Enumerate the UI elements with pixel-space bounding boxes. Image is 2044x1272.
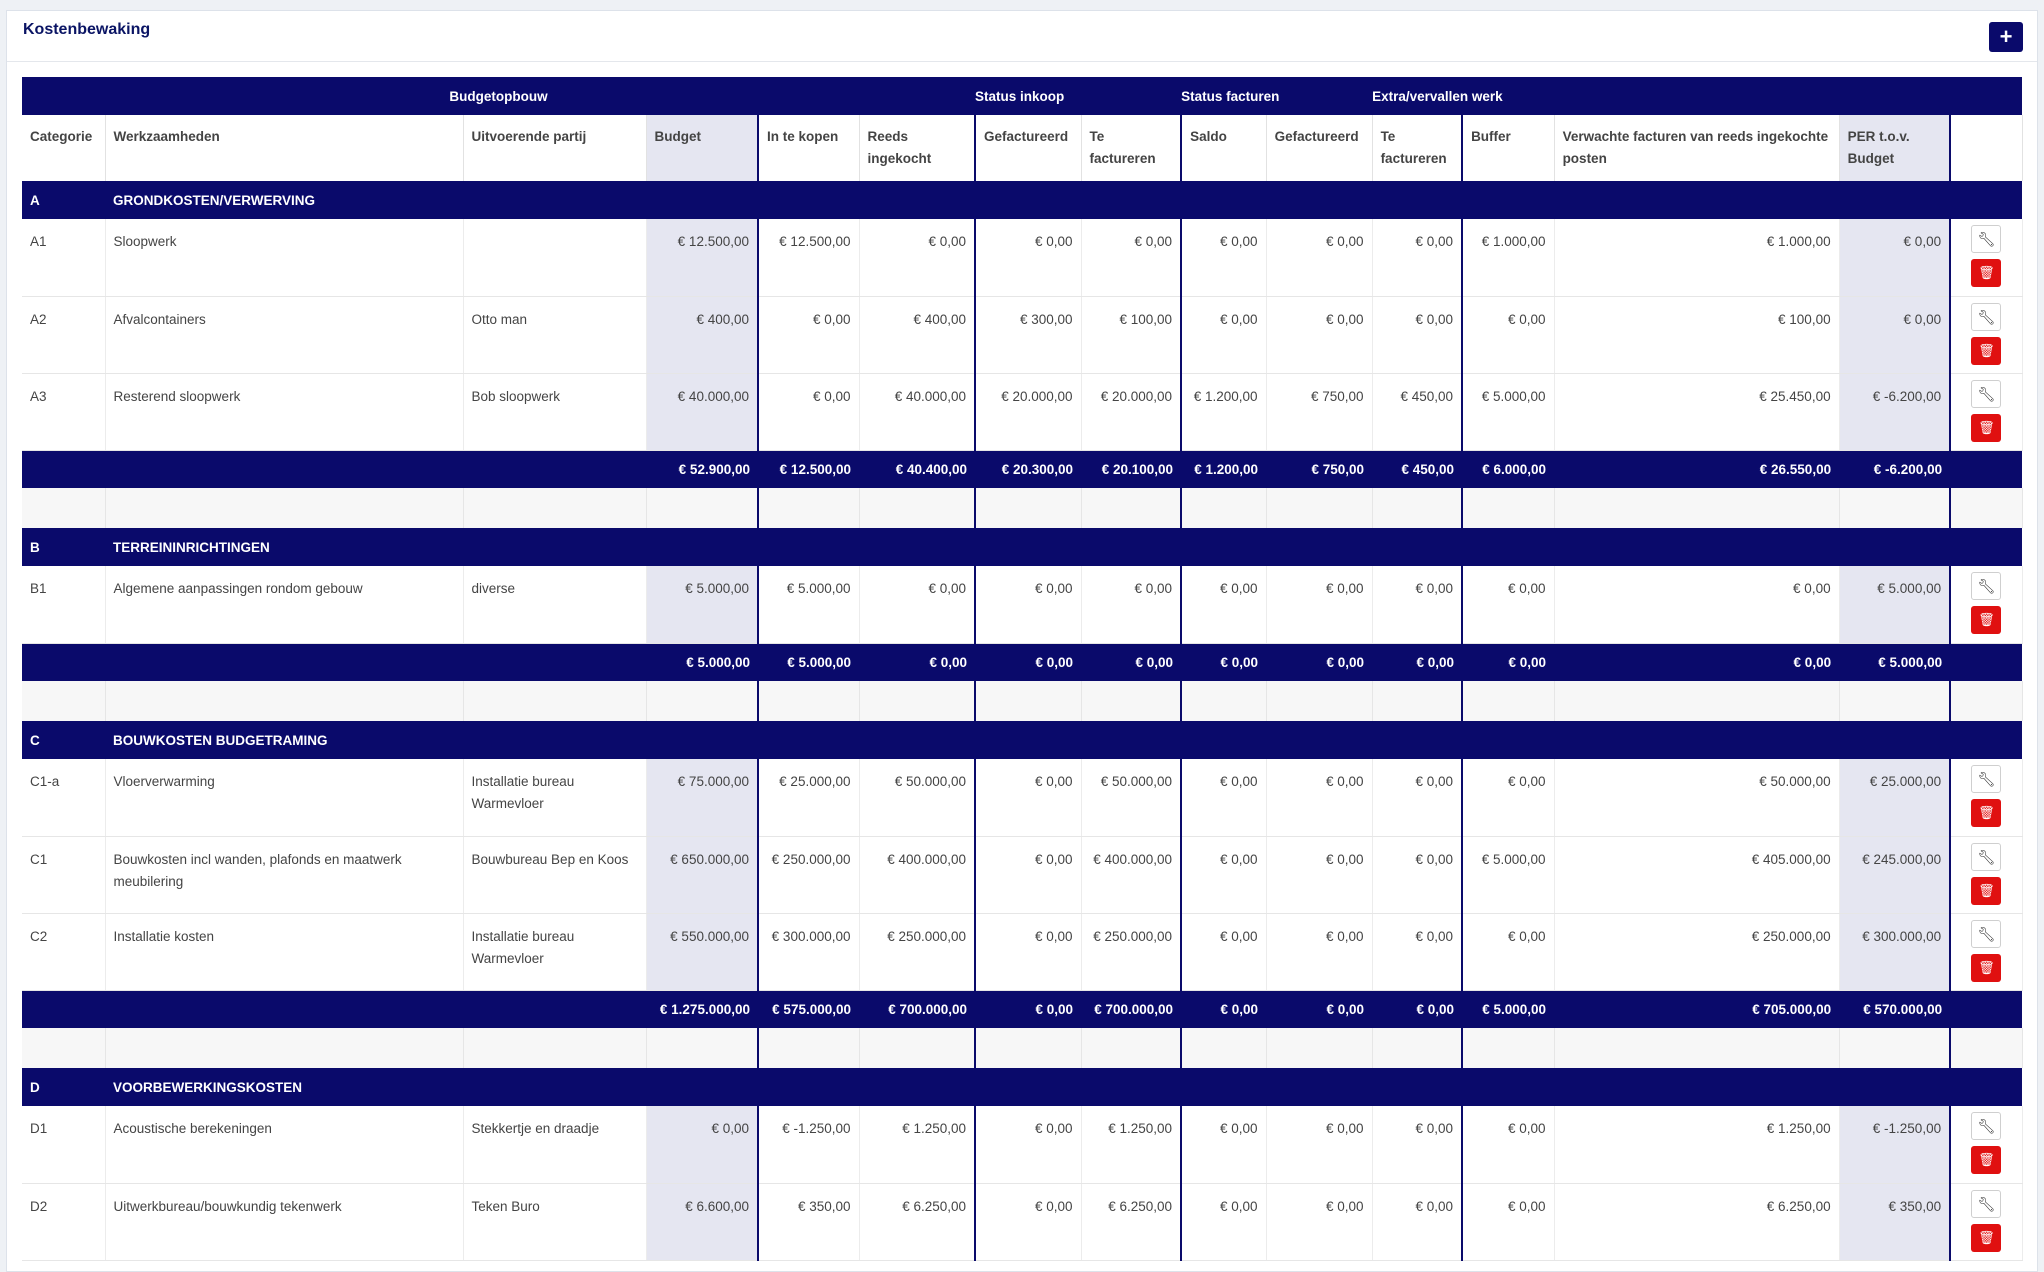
wrench-icon: 🔧︎ [1977, 925, 1996, 942]
cell-werkzaamheden: Vloerverwarming [105, 759, 463, 836]
cell-categorie: C1 [22, 836, 105, 913]
col-in-te-kopen[interactable]: In te kopen [758, 115, 859, 181]
total-reeds-ingekocht: € 40.400,00 [859, 450, 975, 488]
cell-budget: € 400,00 [646, 296, 758, 373]
col-verwachte-facturen[interactable]: Verwachte facturen van reeds ingekochte posten [1554, 115, 1839, 181]
col-saldo[interactable]: Saldo [1181, 115, 1266, 181]
cell-te-factureren: € 20.000,00 [1081, 373, 1181, 450]
cell-reeds-ingekocht: € 0,00 [859, 566, 975, 643]
category-name: GRONDKOSTEN/VERWERVING [105, 181, 2022, 219]
cell-in-te-kopen: € 0,00 [758, 373, 859, 450]
delete-button[interactable] [1971, 877, 2001, 905]
cell-verwachte-facturen: € 100,00 [1554, 296, 1839, 373]
cell-categorie: D2 [22, 1183, 105, 1260]
cell-in-te-kopen: € 25.000,00 [758, 759, 859, 836]
cell-ew-te-factureren: € 0,00 [1372, 1106, 1462, 1183]
trash-icon: 🗑︎ [1978, 612, 1995, 627]
cell-in-te-kopen: € 0,00 [758, 296, 859, 373]
table-row [22, 373, 2022, 450]
col-budget[interactable]: Budget [646, 115, 758, 181]
wrench-icon: 🔧︎ [1977, 771, 1996, 787]
total-row [22, 990, 2022, 1028]
category-name: BOUWKOSTEN BUDGETRAMING [105, 721, 2022, 759]
total-ew-te-factureren: € 0,00 [1372, 990, 1462, 1028]
cell-werkzaamheden: Acoustische berekeningen [105, 1106, 463, 1183]
total-per-budget: € -6.200,00 [1839, 450, 1950, 488]
total-per-budget: € 570.000,00 [1839, 990, 1950, 1028]
cell-saldo: € 0,00 [1181, 219, 1266, 296]
total-te-factureren: € 700.000,00 [1081, 990, 1181, 1028]
cell-verwachte-facturen: € 50.000,00 [1554, 759, 1839, 836]
total-buffer: € 5.000,00 [1462, 990, 1554, 1028]
cell-reeds-ingekocht: € 250.000,00 [859, 913, 975, 990]
cell-uitvoerende-partij: Installatie bureau Warmevloer [463, 759, 646, 836]
total-gefactureerd: € 20.300,00 [975, 450, 1081, 488]
cell-ew-gefactureerd: € 750,00 [1266, 373, 1372, 450]
total-ew-gefactureerd: € 750,00 [1266, 450, 1372, 488]
total-ew-gefactureerd: € 0,00 [1266, 643, 1372, 681]
category-code: D [22, 1068, 105, 1106]
cell-saldo: € 0,00 [1181, 1183, 1266, 1260]
delete-button[interactable] [1971, 606, 2001, 634]
edit-button[interactable] [1971, 765, 2001, 793]
delete-button[interactable] [1971, 1146, 2001, 1174]
wrench-icon: 🔧︎ [1977, 385, 1996, 402]
category-code: B [22, 528, 105, 566]
cell-werkzaamheden: Uitwerkbureau/bouwkundig tekenwerk [105, 1183, 463, 1260]
spacer-row [22, 488, 2022, 528]
cell-ew-te-factureren: € 0,00 [1372, 913, 1462, 990]
trash-icon: 🗑︎ [1978, 419, 1995, 435]
total-in-te-kopen: € 12.500,00 [758, 450, 859, 488]
cell-per-budget: € 25.000,00 [1839, 759, 1950, 836]
total-verwachte-facturen: € 705.000,00 [1554, 990, 1839, 1028]
cell-buffer: € 0,00 [1462, 759, 1554, 836]
cell-categorie: B1 [22, 566, 105, 643]
cell-in-te-kopen: € 5.000,00 [758, 566, 859, 643]
wrench-icon: 🔧︎ [1977, 231, 1996, 247]
trash-icon: 🗑︎ [1978, 1152, 1995, 1167]
cell-reeds-ingekocht: € 400.000,00 [859, 836, 975, 913]
spacer-row [22, 1028, 2022, 1068]
table-row [22, 836, 2022, 913]
group-extra-werk: Extra/vervallen werk [1372, 77, 1839, 115]
cell-uitvoerende-partij: Stekkertje en draadje [463, 1106, 646, 1183]
delete-button[interactable] [1971, 799, 2001, 827]
total-verwachte-facturen: € 0,00 [1554, 643, 1839, 681]
group-status-inkoop: Status inkoop [975, 77, 1181, 115]
cell-categorie: C1-a [22, 759, 105, 836]
delete-button[interactable] [1971, 259, 2001, 287]
panel-title: Kostenbewaking [23, 21, 151, 38]
total-saldo: € 0,00 [1181, 990, 1266, 1028]
cell-actions [1950, 219, 2022, 296]
category-row [22, 721, 2022, 759]
wrench-icon: 🔧︎ [1977, 578, 1996, 594]
cell-buffer: € 0,00 [1462, 296, 1554, 373]
cost-table-wrapper [22, 77, 2022, 1261]
cell-werkzaamheden: Sloopwerk [105, 219, 463, 296]
edit-button[interactable] [1971, 843, 2001, 871]
total-gefactureerd: € 0,00 [975, 990, 1081, 1028]
cell-in-te-kopen: € 300.000,00 [758, 913, 859, 990]
cell-saldo: € 0,00 [1181, 836, 1266, 913]
col-per-budget[interactable]: PER t.o.v. Budget [1839, 115, 1950, 181]
cell-werkzaamheden: Installatie kosten [105, 913, 463, 990]
cell-actions [1950, 913, 2022, 990]
cell-budget: € 75.000,00 [646, 759, 758, 836]
total-in-te-kopen: € 5.000,00 [758, 643, 859, 681]
cell-per-budget: € 5.000,00 [1839, 566, 1950, 643]
add-button[interactable] [1989, 22, 2023, 52]
cell-saldo: € 0,00 [1181, 759, 1266, 836]
cell-verwachte-facturen: € 405.000,00 [1554, 836, 1839, 913]
cell-verwachte-facturen: € 250.000,00 [1554, 913, 1839, 990]
cell-saldo: € 0,00 [1181, 296, 1266, 373]
cell-verwachte-facturen: € 25.450,00 [1554, 373, 1839, 450]
cell-ew-te-factureren: € 0,00 [1372, 1183, 1462, 1260]
cell-te-factureren: € 50.000,00 [1081, 759, 1181, 836]
cell-te-factureren: € 6.250,00 [1081, 1183, 1181, 1260]
cell-budget: € 650.000,00 [646, 836, 758, 913]
cell-per-budget: € 245.000,00 [1839, 836, 1950, 913]
trash-icon: 🗑︎ [1978, 959, 1995, 975]
cell-actions [1950, 759, 2022, 836]
trash-icon: 🗑︎ [1978, 882, 1995, 898]
trash-icon: 🗑︎ [1978, 1229, 1995, 1245]
cell-reeds-ingekocht: € 50.000,00 [859, 759, 975, 836]
delete-button[interactable] [1971, 337, 2001, 365]
cell-ew-gefactureerd: € 0,00 [1266, 1106, 1372, 1183]
table-row [22, 913, 2022, 990]
cell-budget: € 12.500,00 [646, 219, 758, 296]
cell-uitvoerende-partij: diverse [463, 566, 646, 643]
cell-per-budget: € 0,00 [1839, 296, 1950, 373]
wrench-icon: 🔧︎ [1977, 1195, 1996, 1212]
cell-budget: € 6.600,00 [646, 1183, 758, 1260]
cell-gefactureerd: € 0,00 [975, 1106, 1081, 1183]
cell-reeds-ingekocht: € 6.250,00 [859, 1183, 975, 1260]
category-row [22, 1068, 2022, 1106]
group-status-facturen: Status facturen [1181, 77, 1372, 115]
cell-categorie: D1 [22, 1106, 105, 1183]
cell-verwachte-facturen: € 1.000,00 [1554, 219, 1839, 296]
total-reeds-ingekocht: € 700.000,00 [859, 990, 975, 1028]
edit-button[interactable] [1971, 572, 2001, 600]
total-budget: € 52.900,00 [646, 450, 758, 488]
kostenbewaking-panel [6, 10, 2038, 1272]
edit-button[interactable] [1971, 303, 2001, 331]
cell-budget: € 0,00 [646, 1106, 758, 1183]
total-row [22, 450, 2022, 488]
cell-buffer: € 5.000,00 [1462, 836, 1554, 913]
cell-gefactureerd: € 0,00 [975, 759, 1081, 836]
cell-ew-te-factureren: € 450,00 [1372, 373, 1462, 450]
cell-per-budget: € 300.000,00 [1839, 913, 1950, 990]
total-saldo: € 1.200,00 [1181, 450, 1266, 488]
cell-te-factureren: € 250.000,00 [1081, 913, 1181, 990]
col-uitvoerende-partij[interactable]: Uitvoerende partij [463, 115, 646, 181]
cell-uitvoerende-partij [463, 219, 646, 296]
table-row [22, 296, 2022, 373]
total-ew-te-factureren: € 0,00 [1372, 643, 1462, 681]
group-budgetopbouw: Budgetopbouw [22, 77, 975, 115]
cell-saldo: € 0,00 [1181, 913, 1266, 990]
total-ew-gefactureerd: € 0,00 [1266, 990, 1372, 1028]
cell-actions [1950, 566, 2022, 643]
cell-gefactureerd: € 0,00 [975, 836, 1081, 913]
cell-te-factureren: € 100,00 [1081, 296, 1181, 373]
trash-icon: 🗑︎ [1978, 342, 1995, 358]
panel-header [7, 11, 2037, 62]
total-buffer: € 6.000,00 [1462, 450, 1554, 488]
cell-werkzaamheden: Algemene aanpassingen rondom gebouw [105, 566, 463, 643]
cell-actions [1950, 296, 2022, 373]
cell-buffer: € 0,00 [1462, 566, 1554, 643]
cell-werkzaamheden: Resterend sloopwerk [105, 373, 463, 450]
cell-categorie: A3 [22, 373, 105, 450]
cell-budget: € 5.000,00 [646, 566, 758, 643]
cell-verwachte-facturen: € 6.250,00 [1554, 1183, 1839, 1260]
total-verwachte-facturen: € 26.550,00 [1554, 450, 1839, 488]
table-row [22, 566, 2022, 643]
cell-ew-gefactureerd: € 0,00 [1266, 836, 1372, 913]
group-header-row [22, 77, 2022, 115]
col-reeds-ingekocht[interactable]: Reeds ingekocht [859, 115, 975, 181]
category-name: TERREININRICHTINGEN [105, 528, 2022, 566]
total-buffer: € 0,00 [1462, 643, 1554, 681]
total-per-budget: € 5.000,00 [1839, 643, 1950, 681]
delete-button[interactable] [1971, 414, 2001, 442]
table-row [22, 219, 2022, 296]
cell-saldo: € 0,00 [1181, 1106, 1266, 1183]
col-te-factureren[interactable]: Te factureren [1081, 115, 1181, 181]
cell-werkzaamheden: Afvalcontainers [105, 296, 463, 373]
column-header-row [22, 115, 2022, 181]
cell-ew-gefactureerd: € 0,00 [1266, 759, 1372, 836]
spacer-row [22, 681, 2022, 721]
cell-buffer: € 0,00 [1462, 1106, 1554, 1183]
edit-button[interactable] [1971, 225, 2001, 253]
cell-gefactureerd: € 20.000,00 [975, 373, 1081, 450]
total-budget: € 5.000,00 [646, 643, 758, 681]
total-te-factureren: € 0,00 [1081, 643, 1181, 681]
cost-table [22, 77, 2023, 1261]
cell-gefactureerd: € 0,00 [975, 1183, 1081, 1260]
cell-ew-te-factureren: € 0,00 [1372, 566, 1462, 643]
table-row [22, 1183, 2022, 1260]
wrench-icon: 🔧︎ [1977, 848, 1996, 865]
col-gefactureerd[interactable]: Gefactureerd [975, 115, 1081, 181]
cell-actions [1950, 1183, 2022, 1260]
col-categorie[interactable]: Categorie [22, 115, 105, 181]
cell-uitvoerende-partij: Bob sloopwerk [463, 373, 646, 450]
cell-per-budget: € 0,00 [1839, 219, 1950, 296]
cell-te-factureren: € 1.250,00 [1081, 1106, 1181, 1183]
table-row [22, 1106, 2022, 1183]
cell-gefactureerd: € 0,00 [975, 913, 1081, 990]
cell-te-factureren: € 0,00 [1081, 566, 1181, 643]
category-code: A [22, 181, 105, 219]
cell-reeds-ingekocht: € 0,00 [859, 219, 975, 296]
cell-buffer: € 5.000,00 [1462, 373, 1554, 450]
total-reeds-ingekocht: € 0,00 [859, 643, 975, 681]
cell-in-te-kopen: € 250.000,00 [758, 836, 859, 913]
cell-per-budget: € 350,00 [1839, 1183, 1950, 1260]
cell-te-factureren: € 400.000,00 [1081, 836, 1181, 913]
cell-buffer: € 1.000,00 [1462, 219, 1554, 296]
cell-saldo: € 1.200,00 [1181, 373, 1266, 450]
category-name: VOORBEWERKINGSKOSTEN [105, 1068, 2022, 1106]
edit-button[interactable] [1971, 380, 2001, 408]
total-ew-te-factureren: € 450,00 [1372, 450, 1462, 488]
category-code: C [22, 721, 105, 759]
table-body [22, 181, 2022, 1260]
total-te-factureren: € 20.100,00 [1081, 450, 1181, 488]
cell-reeds-ingekocht: € 400,00 [859, 296, 975, 373]
edit-button[interactable] [1971, 1112, 2001, 1140]
edit-button[interactable] [1971, 920, 2001, 948]
cell-categorie: C2 [22, 913, 105, 990]
trash-icon: 🗑︎ [1978, 265, 1995, 280]
delete-button[interactable] [1971, 1224, 2001, 1252]
trash-icon: 🗑︎ [1978, 805, 1995, 820]
cell-ew-gefactureerd: € 0,00 [1266, 296, 1372, 373]
col-actions [1950, 115, 2022, 181]
col-ew-te-factureren[interactable]: Te factureren [1372, 115, 1462, 181]
cell-actions [1950, 836, 2022, 913]
cell-reeds-ingekocht: € 40.000,00 [859, 373, 975, 450]
cell-uitvoerende-partij: Teken Buro [463, 1183, 646, 1260]
total-saldo: € 0,00 [1181, 643, 1266, 681]
cell-ew-te-factureren: € 0,00 [1372, 759, 1462, 836]
edit-button[interactable] [1971, 1190, 2001, 1218]
cell-categorie: A2 [22, 296, 105, 373]
cell-gefactureerd: € 300,00 [975, 296, 1081, 373]
cell-ew-gefactureerd: € 0,00 [1266, 219, 1372, 296]
cell-saldo: € 0,00 [1181, 566, 1266, 643]
cell-budget: € 550.000,00 [646, 913, 758, 990]
cell-uitvoerende-partij: Bouwbureau Bep en Koos [463, 836, 646, 913]
col-buffer[interactable]: Buffer [1462, 115, 1554, 181]
col-werkzaamheden[interactable]: Werkzaamheden [105, 115, 463, 181]
cell-actions [1950, 1106, 2022, 1183]
cell-werkzaamheden: Bouwkosten incl wanden, plafonds en maatwerk meubilering [105, 836, 463, 913]
cell-verwachte-facturen: € 1.250,00 [1554, 1106, 1839, 1183]
cell-budget: € 40.000,00 [646, 373, 758, 450]
cell-te-factureren: € 0,00 [1081, 219, 1181, 296]
cell-verwachte-facturen: € 0,00 [1554, 566, 1839, 643]
cell-buffer: € 0,00 [1462, 913, 1554, 990]
cell-in-te-kopen: € -1.250,00 [758, 1106, 859, 1183]
cell-buffer: € 0,00 [1462, 1183, 1554, 1260]
cell-ew-gefactureerd: € 0,00 [1266, 566, 1372, 643]
total-gefactureerd: € 0,00 [975, 643, 1081, 681]
total-row [22, 643, 2022, 681]
table-row [22, 759, 2022, 836]
wrench-icon: 🔧︎ [1977, 1118, 1996, 1134]
cell-ew-gefactureerd: € 0,00 [1266, 1183, 1372, 1260]
cell-uitvoerende-partij: Otto man [463, 296, 646, 373]
plus-icon: + [1999, 24, 2013, 49]
col-ew-gefactureerd[interactable]: Gefactureerd [1266, 115, 1372, 181]
category-row [22, 528, 2022, 566]
cell-per-budget: € -1.250,00 [1839, 1106, 1950, 1183]
cell-in-te-kopen: € 350,00 [758, 1183, 859, 1260]
cell-ew-te-factureren: € 0,00 [1372, 836, 1462, 913]
cell-uitvoerende-partij: Installatie bureau Warmevloer [463, 913, 646, 990]
cell-in-te-kopen: € 12.500,00 [758, 219, 859, 296]
cell-reeds-ingekocht: € 1.250,00 [859, 1106, 975, 1183]
category-row [22, 181, 2022, 219]
cell-ew-te-factureren: € 0,00 [1372, 296, 1462, 373]
delete-button[interactable] [1971, 954, 2001, 982]
cell-categorie: A1 [22, 219, 105, 296]
total-in-te-kopen: € 575.000,00 [758, 990, 859, 1028]
cell-ew-te-factureren: € 0,00 [1372, 219, 1462, 296]
cell-actions [1950, 373, 2022, 450]
total-budget: € 1.275.000,00 [646, 990, 758, 1028]
cell-per-budget: € -6.200,00 [1839, 373, 1950, 450]
wrench-icon: 🔧︎ [1977, 308, 1996, 325]
cell-gefactureerd: € 0,00 [975, 219, 1081, 296]
cell-gefactureerd: € 0,00 [975, 566, 1081, 643]
cell-ew-gefactureerd: € 0,00 [1266, 913, 1372, 990]
